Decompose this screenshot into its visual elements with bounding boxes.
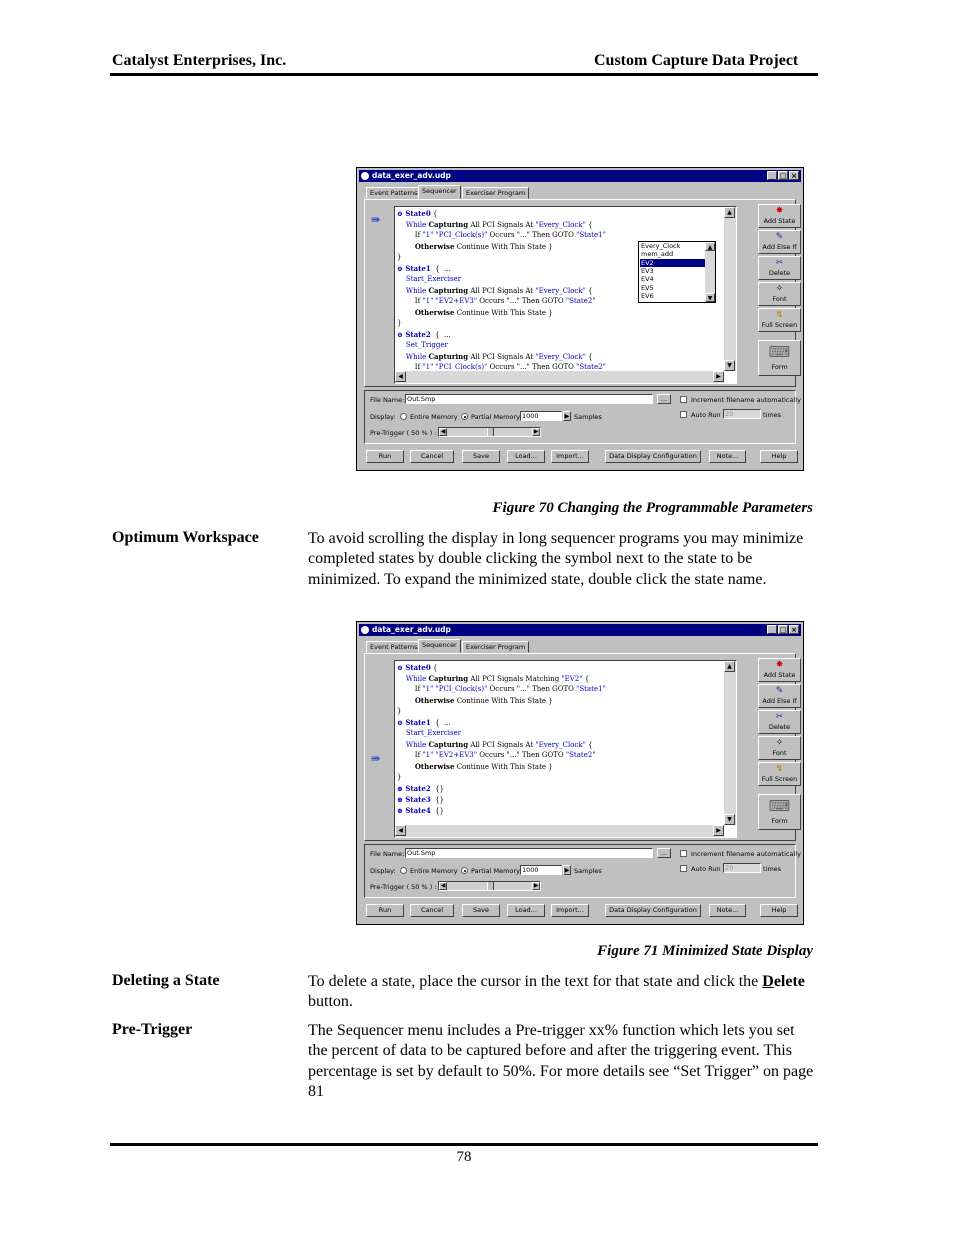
slider-left-arrow-icon[interactable]: ◀ bbox=[440, 882, 446, 889]
state-label: State2 bbox=[405, 330, 431, 339]
note-button[interactable]: Note... bbox=[709, 904, 746, 917]
add-else-if-icon: ✎ bbox=[775, 232, 784, 242]
event-dropdown-list[interactable] bbox=[638, 241, 716, 303]
code-text: If bbox=[397, 231, 423, 239]
header-project: Custom Capture Data Project bbox=[594, 52, 799, 69]
add-else-if-label: Add Else If bbox=[762, 243, 797, 251]
code-text bbox=[397, 697, 415, 705]
form-label: Form bbox=[771, 817, 788, 825]
footer-rule bbox=[110, 1143, 818, 1146]
code-text: Capturing bbox=[428, 352, 469, 361]
load-button[interactable]: Load... bbox=[507, 450, 545, 463]
state-label: ⊖ bbox=[397, 330, 406, 339]
import-button[interactable]: Import... bbox=[551, 904, 589, 917]
dropdown-scroll-up-icon[interactable]: ▲ bbox=[705, 242, 715, 251]
maximize-button[interactable]: □ bbox=[779, 626, 787, 634]
increment-filename-checkbox[interactable] bbox=[680, 396, 687, 403]
code-text: { bbox=[430, 210, 438, 218]
code-text: Capturing bbox=[428, 286, 469, 295]
delete-label: Delete bbox=[768, 723, 791, 731]
slider-left-arrow-icon[interactable]: ◀ bbox=[440, 428, 446, 435]
code-keyword: "State1" bbox=[576, 685, 606, 693]
code-line bbox=[397, 330, 451, 340]
figure-71-caption: Figure 71 Minimized State Display bbox=[597, 943, 813, 959]
cancel-button[interactable]: Cancel bbox=[410, 904, 454, 917]
para-deleting-a-state bbox=[308, 972, 818, 1013]
state-label: State2 bbox=[405, 784, 431, 793]
code-line bbox=[397, 264, 451, 274]
code-line bbox=[397, 231, 606, 240]
code-line bbox=[397, 341, 448, 350]
auto-run-label: Auto Run bbox=[691, 865, 721, 873]
delete-label: Delete bbox=[768, 269, 791, 277]
form-button[interactable] bbox=[758, 340, 801, 376]
code-text: } bbox=[397, 253, 402, 261]
times-label: times bbox=[763, 865, 782, 873]
form-button[interactable] bbox=[758, 794, 801, 830]
code-text: { bbox=[585, 353, 593, 361]
entire-memory-label: Entire Memory bbox=[410, 867, 458, 875]
code-keyword: "1" "PCI_Clock(s)" bbox=[422, 363, 488, 370]
code-keyword: "EV2" bbox=[561, 675, 583, 683]
import-button[interactable]: Import... bbox=[551, 450, 589, 463]
increment-filename-label: Increment filename automatically bbox=[691, 850, 801, 858]
capture-options-panel bbox=[364, 390, 801, 444]
app-icon bbox=[361, 626, 369, 634]
dropdown-item-mem-add[interactable]: mem_add bbox=[641, 250, 674, 259]
dropdown-item-ev6[interactable]: EV6 bbox=[641, 291, 654, 300]
increment-filename-checkbox[interactable] bbox=[680, 850, 687, 857]
save-button[interactable]: Save bbox=[462, 904, 500, 917]
code-line bbox=[397, 707, 401, 716]
auto-run-label: Auto Run bbox=[691, 411, 721, 419]
page-number: 78 bbox=[456, 1149, 472, 1165]
code-line bbox=[397, 773, 401, 782]
code-keyword: "State2" bbox=[565, 297, 596, 305]
code-line bbox=[397, 762, 553, 772]
scroll-down-arrow-icon[interactable]: ▼ bbox=[724, 814, 735, 825]
partial-memory-label: Partial Memory bbox=[471, 413, 520, 421]
tab-sequencer[interactable]: Sequencer bbox=[418, 185, 461, 199]
font-label: Font bbox=[772, 749, 787, 757]
full-screen-label: Full Screen bbox=[761, 775, 798, 783]
term-deleting-a-state: Deleting a State bbox=[112, 972, 220, 989]
dropdown-item-ev4[interactable]: EV4 bbox=[641, 275, 654, 284]
window-title: data_exer_adv.udp bbox=[372, 625, 451, 634]
vertical-scrollbar[interactable] bbox=[724, 207, 736, 371]
code-line bbox=[397, 696, 553, 706]
code-line bbox=[397, 308, 553, 318]
app-icon bbox=[361, 172, 369, 180]
pre-trigger-label: Pre-Trigger ( 50 % ) : bbox=[370, 883, 437, 891]
code-keyword: "Every_Clock" bbox=[535, 741, 586, 749]
add-state-label: Add State bbox=[763, 217, 796, 225]
full-screen-button[interactable] bbox=[758, 762, 801, 786]
code-keyword: While bbox=[397, 287, 429, 295]
dropdown-item-ev5[interactable]: EV5 bbox=[641, 283, 654, 292]
term-optimum-workspace: Optimum Workspace bbox=[112, 529, 259, 546]
state-label: State4 bbox=[405, 806, 431, 815]
code-text: Capturing bbox=[428, 220, 469, 229]
code-text: Occurs "..." Then GOTO bbox=[487, 363, 577, 370]
code-keyword: "Every_Clock" bbox=[535, 353, 586, 361]
save-button[interactable]: Save bbox=[462, 450, 500, 463]
full-screen-icon: ↯ bbox=[775, 764, 784, 774]
pre-trigger-slider-thumb[interactable] bbox=[487, 882, 494, 890]
code-text: { ... bbox=[430, 331, 451, 339]
code-text bbox=[397, 243, 415, 251]
para-pre-trigger: The Sequencer menu includes a Pre-trigger xx% function which lets you set the percent of data to be captured before and after the triggering event. This percentage is set by default to 50%. For more details see “Set Trigger” on page 81 bbox=[308, 1022, 814, 1100]
scroll-left-arrow-icon[interactable]: ◀ bbox=[395, 825, 406, 836]
form-label: Form bbox=[771, 363, 788, 371]
code-keyword: "Every_Clock" bbox=[535, 221, 586, 229]
code-line bbox=[397, 242, 553, 252]
code-keyword: While bbox=[397, 741, 429, 749]
form-icon: ⌨ bbox=[768, 797, 791, 815]
code-text: { bbox=[582, 675, 590, 683]
code-line bbox=[397, 253, 401, 262]
times-label: times bbox=[763, 411, 782, 419]
dropdown-scrollbar[interactable] bbox=[705, 242, 715, 302]
vertical-scrollbar[interactable] bbox=[724, 661, 736, 825]
delete-button[interactable] bbox=[758, 710, 801, 734]
figure-70-caption: Figure 70 Changing the Programmable Parameters bbox=[492, 500, 813, 516]
code-keyword: While bbox=[397, 353, 429, 361]
state-label: State0 bbox=[405, 209, 431, 218]
state-label: State0 bbox=[405, 663, 431, 672]
capture-options-panel bbox=[364, 844, 801, 898]
full-screen-button[interactable] bbox=[758, 308, 801, 332]
code-text: Continue With This State } bbox=[454, 763, 553, 771]
code-text: Occurs "..." Then GOTO bbox=[487, 231, 577, 239]
load-button[interactable]: Load... bbox=[507, 904, 545, 917]
dropdown-item-ev2[interactable]: EV2 bbox=[640, 259, 705, 267]
code-text: All PCI Signals At bbox=[468, 741, 536, 749]
font-icon: ✧ bbox=[775, 284, 784, 294]
state-label: State1 bbox=[405, 718, 431, 727]
state-label: ⊕ bbox=[397, 784, 406, 793]
tab-exerciser-program[interactable]: Exerciser Program bbox=[462, 187, 529, 199]
code-line bbox=[397, 795, 444, 805]
code-text: } bbox=[397, 319, 402, 327]
font-button[interactable] bbox=[758, 736, 801, 760]
entire-memory-label: Entire Memory bbox=[410, 413, 458, 421]
dropdown-item-every-clock[interactable]: Every_Clock bbox=[641, 242, 681, 250]
data-display-configuration-button[interactable]: Data Display Configuration bbox=[605, 904, 701, 917]
code-line bbox=[397, 363, 606, 370]
partial-memory-label: Partial Memory bbox=[471, 867, 520, 875]
code-keyword: "1" "EV2+EV3" bbox=[422, 297, 478, 305]
code-line bbox=[397, 806, 444, 816]
code-keyword: "1" "PCI_Clock(s)" bbox=[422, 231, 488, 239]
code-text: { ... bbox=[430, 265, 451, 273]
partial-memory-radio[interactable] bbox=[461, 413, 468, 420]
entire-memory-radio[interactable] bbox=[400, 413, 407, 420]
code-text: Continue With This State } bbox=[454, 697, 553, 705]
note-button[interactable]: Note... bbox=[709, 450, 746, 463]
run-button[interactable]: Run bbox=[366, 904, 404, 917]
header-company: Catalyst Enterprises, Inc. bbox=[112, 52, 287, 69]
auto-run-checkbox[interactable] bbox=[680, 411, 687, 418]
samples-label: Samples bbox=[574, 867, 602, 875]
form-icon: ⌨ bbox=[768, 343, 791, 361]
sequencer-panel bbox=[364, 199, 796, 387]
code-text: All PCI Signals At bbox=[468, 353, 536, 361]
display-label: Display: bbox=[370, 413, 396, 421]
code-line bbox=[397, 674, 589, 684]
code-text: If bbox=[397, 297, 423, 305]
delete-icon: ✂ bbox=[775, 712, 784, 722]
code-line bbox=[397, 275, 461, 284]
tab-exerciser-program[interactable]: Exerciser Program bbox=[462, 641, 529, 653]
horizontal-scrollbar[interactable] bbox=[395, 825, 724, 837]
code-text: { bbox=[585, 741, 593, 749]
pre-trigger-label: Pre-Trigger ( 50 % ) : bbox=[370, 429, 437, 437]
samples-input[interactable]: 1000 bbox=[520, 865, 562, 875]
dropdown-item-ev3[interactable]: EV3 bbox=[641, 266, 654, 275]
code-keyword: "1" "EV2+EV3" bbox=[422, 751, 478, 759]
code-text: { bbox=[430, 664, 438, 672]
code-text: All PCI Signals Matching bbox=[468, 675, 562, 683]
code-text bbox=[397, 763, 415, 771]
tab-event-patterns[interactable]: Event Patterns bbox=[366, 641, 421, 653]
state-label: ⊖ bbox=[397, 264, 406, 273]
code-text: Continue With This State } bbox=[454, 243, 553, 251]
code-line bbox=[397, 784, 444, 794]
maximize-button[interactable]: □ bbox=[779, 172, 787, 180]
code-text: If bbox=[397, 685, 423, 693]
code-text: Occurs "..." Then GOTO bbox=[477, 297, 566, 305]
delete-button-reference: Delete bbox=[762, 973, 805, 990]
font-label: Font bbox=[772, 295, 787, 303]
current-state-arrow-icon: ⇛ bbox=[371, 752, 381, 765]
state-label: ⊕ bbox=[397, 795, 406, 804]
code-text: Occurs "..." Then GOTO bbox=[477, 751, 566, 759]
pre-trigger-slider[interactable] bbox=[438, 427, 541, 437]
code-keyword: While bbox=[397, 221, 429, 229]
file-name-label: File Name: bbox=[370, 850, 405, 858]
dropdown-scroll-down-icon[interactable]: ▼ bbox=[705, 293, 715, 302]
add-state-label: Add State bbox=[763, 671, 796, 679]
code-keyword: "State2" bbox=[565, 751, 596, 759]
full-screen-label: Full Screen bbox=[761, 321, 798, 329]
add-else-if-icon: ✎ bbox=[775, 686, 784, 696]
code-line bbox=[397, 685, 606, 694]
data-display-configuration-button[interactable]: Data Display Configuration bbox=[605, 450, 701, 463]
state-label: ⊖ bbox=[397, 209, 406, 218]
help-button[interactable]: Help bbox=[760, 450, 798, 463]
add-else-if-button[interactable] bbox=[758, 230, 801, 254]
file-name-input[interactable]: Out.Smp bbox=[405, 394, 653, 404]
figure-70-window bbox=[356, 167, 804, 471]
code-line bbox=[397, 740, 592, 750]
add-state-button[interactable] bbox=[758, 658, 801, 682]
code-text: } bbox=[397, 773, 402, 781]
add-else-if-button[interactable] bbox=[758, 684, 801, 708]
state-label: State3 bbox=[405, 795, 431, 804]
code-keyword: While bbox=[397, 675, 429, 683]
code-keyword: Start_Exerciser bbox=[397, 275, 462, 283]
pre-trigger-slider-thumb[interactable] bbox=[487, 428, 494, 436]
code-text: { ... bbox=[430, 719, 451, 727]
auto-run-checkbox[interactable] bbox=[680, 865, 687, 872]
sequencer-editor[interactable] bbox=[394, 206, 737, 384]
sequencer-panel bbox=[364, 653, 796, 841]
run-button[interactable]: Run bbox=[366, 450, 404, 463]
code-line bbox=[397, 352, 592, 362]
code-line bbox=[397, 663, 437, 673]
pre-trigger-slider[interactable] bbox=[438, 881, 541, 891]
add-else-if-label: Add Else If bbox=[762, 697, 797, 705]
window-title: data_exer_adv.udp bbox=[372, 171, 451, 180]
code-text: {} bbox=[430, 796, 445, 804]
state-label: ⊕ bbox=[397, 806, 406, 815]
code-text: Occurs "..." Then GOTO bbox=[487, 685, 577, 693]
sequencer-editor[interactable] bbox=[394, 660, 737, 838]
code-line bbox=[397, 286, 592, 296]
code-text: Otherwise bbox=[414, 242, 455, 251]
browse-button[interactable]: ... bbox=[657, 394, 671, 404]
code-text: } bbox=[397, 707, 402, 715]
code-text: { bbox=[585, 287, 593, 295]
code-line bbox=[397, 319, 401, 328]
font-button[interactable] bbox=[758, 282, 801, 306]
code-text: {} bbox=[430, 785, 445, 793]
close-button[interactable]: × bbox=[789, 171, 799, 180]
help-button[interactable]: Help bbox=[760, 904, 798, 917]
code-line bbox=[397, 729, 461, 738]
state-label: ⊖ bbox=[397, 718, 406, 727]
code-text: {} bbox=[430, 807, 445, 815]
code-keyword: "State1" bbox=[576, 231, 606, 239]
delete-button[interactable] bbox=[758, 256, 801, 280]
figure-71-window bbox=[356, 621, 804, 925]
samples-spinner-icon[interactable]: ▶ bbox=[564, 412, 570, 420]
code-keyword: "Every_Clock" bbox=[535, 287, 586, 295]
scroll-right-arrow-icon[interactable]: ▶ bbox=[713, 825, 724, 836]
code-text: Otherwise bbox=[414, 762, 455, 771]
minimize-button[interactable]: _ bbox=[767, 171, 777, 180]
code-text: Otherwise bbox=[414, 696, 455, 705]
file-name-label: File Name: bbox=[370, 396, 405, 404]
code-keyword: "State2" bbox=[576, 363, 606, 370]
code-text: If bbox=[397, 751, 423, 759]
add-state-button[interactable] bbox=[758, 204, 801, 228]
partial-memory-radio[interactable] bbox=[461, 867, 468, 874]
title-bar bbox=[359, 624, 801, 636]
state-label: State1 bbox=[405, 264, 431, 273]
slider-right-arrow-icon[interactable]: ▶ bbox=[533, 882, 539, 889]
display-label: Display: bbox=[370, 867, 396, 875]
code-text: All PCI Signals At bbox=[468, 221, 536, 229]
code-line bbox=[397, 718, 451, 728]
term-pre-trigger: Pre-Trigger bbox=[112, 1021, 193, 1038]
cancel-button[interactable]: Cancel bbox=[410, 450, 454, 463]
scroll-down-arrow-icon[interactable]: ▼ bbox=[724, 360, 735, 371]
para-optimum-workspace: To avoid scrolling the display in long sequencer programs you may minimize completed states by double clicking the symbol next to the state to be minimized. To expand the minimized state, double click the state name. bbox=[308, 530, 804, 588]
samples-input[interactable]: 1000 bbox=[520, 411, 562, 421]
code-text: Continue With This State } bbox=[454, 309, 553, 317]
code-text: { bbox=[585, 221, 593, 229]
browse-button[interactable]: ... bbox=[657, 848, 671, 858]
auto-run-count-input[interactable]: 20 bbox=[723, 409, 761, 419]
increment-filename-label: Increment filename automatically bbox=[691, 396, 801, 404]
close-button[interactable]: × bbox=[789, 625, 799, 634]
code-line bbox=[397, 297, 596, 306]
code-keyword: Set_Trigger bbox=[397, 341, 448, 349]
scroll-right-arrow-icon[interactable]: ▶ bbox=[713, 371, 724, 382]
code-text: All PCI Signals At bbox=[468, 287, 536, 295]
code-keyword: "1" "PCI_Clock(s)" bbox=[422, 685, 488, 693]
code-line bbox=[397, 220, 592, 230]
full-screen-icon: ↯ bbox=[775, 310, 784, 320]
slider-right-arrow-icon[interactable]: ▶ bbox=[533, 428, 539, 435]
add-state-icon: ✸ bbox=[775, 206, 784, 216]
deleting-text-after: button. bbox=[308, 993, 353, 1011]
minimize-button[interactable]: _ bbox=[767, 625, 777, 634]
code-text bbox=[397, 309, 415, 317]
samples-spinner-icon[interactable]: ▶ bbox=[564, 866, 570, 874]
code-text: If bbox=[397, 363, 423, 370]
tab-sequencer[interactable]: Sequencer bbox=[418, 639, 461, 653]
tab-event-patterns[interactable]: Event Patterns bbox=[366, 187, 421, 199]
samples-label: Samples bbox=[574, 413, 602, 421]
code-text: Capturing bbox=[428, 740, 469, 749]
code-line bbox=[397, 209, 437, 219]
scroll-left-arrow-icon[interactable]: ◀ bbox=[395, 371, 406, 382]
header-rule bbox=[110, 73, 818, 76]
font-icon: ✧ bbox=[775, 738, 784, 748]
code-line bbox=[397, 751, 596, 760]
code-text: Capturing bbox=[428, 674, 469, 683]
add-state-icon: ✸ bbox=[775, 660, 784, 670]
state-label: ⊖ bbox=[397, 663, 406, 672]
entire-memory-radio[interactable] bbox=[400, 867, 407, 874]
title-bar bbox=[359, 170, 801, 182]
code-area[interactable] bbox=[397, 663, 723, 824]
delete-icon: ✂ bbox=[775, 258, 784, 268]
scroll-up-arrow-icon[interactable]: ▲ bbox=[724, 207, 735, 218]
deleting-text-before: To delete a state, place the cursor in the text for that state and click the bbox=[308, 973, 763, 990]
code-text: Otherwise bbox=[414, 308, 455, 317]
code-keyword: Start_Exerciser bbox=[397, 729, 462, 737]
scroll-up-arrow-icon[interactable]: ▲ bbox=[724, 661, 735, 672]
current-state-arrow-icon: ⇛ bbox=[371, 213, 381, 226]
file-name-input[interactable]: Out.Smp bbox=[405, 848, 653, 858]
auto-run-count-input[interactable]: 20 bbox=[723, 863, 761, 873]
horizontal-scrollbar[interactable] bbox=[395, 371, 724, 383]
